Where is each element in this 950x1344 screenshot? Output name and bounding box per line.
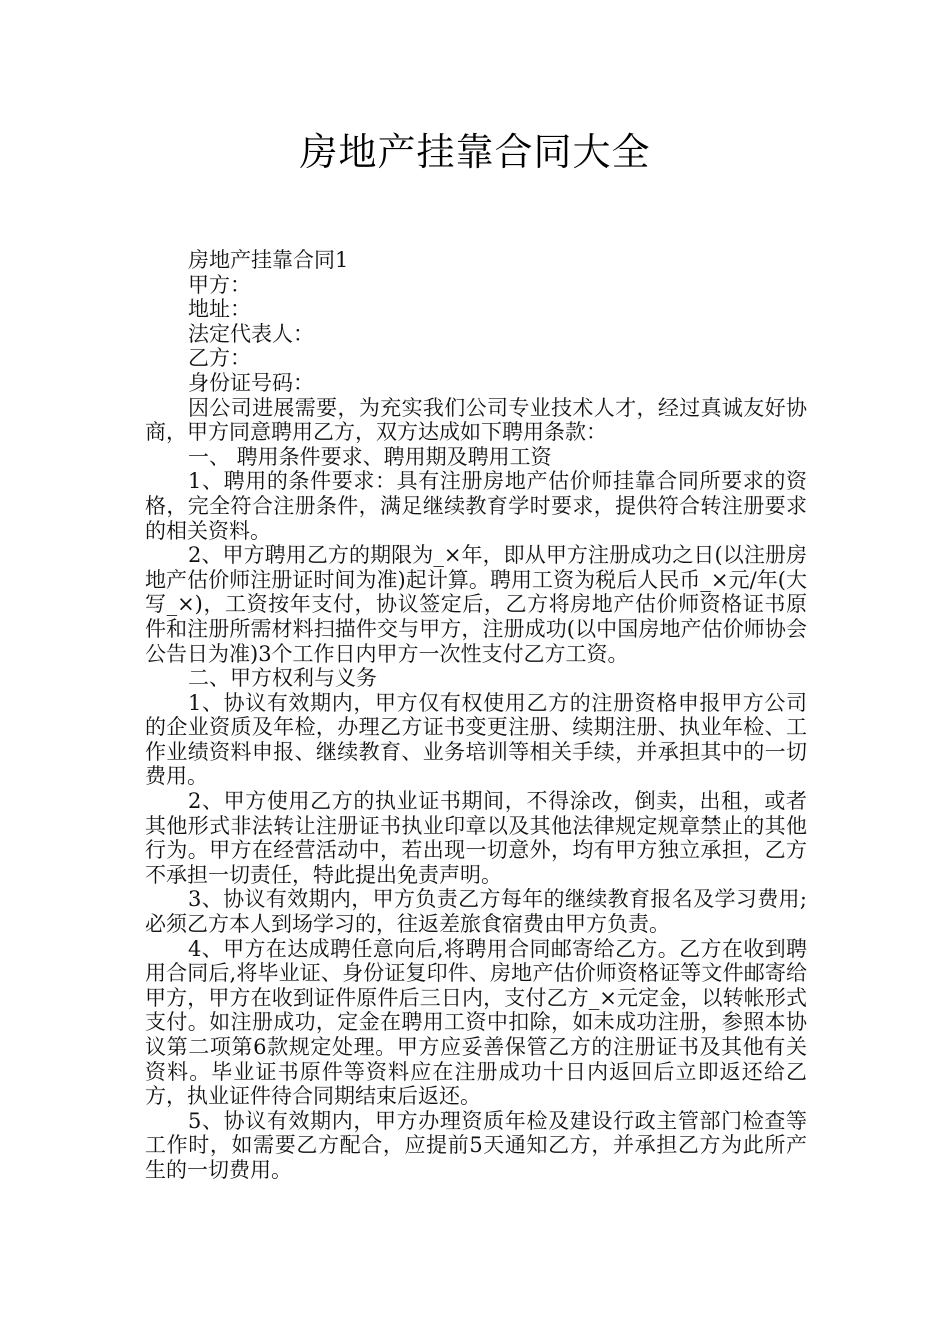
paragraph-clause: 1、聘用的条件要求：具有注册房地产估价师挂靠合同所要求的资格，完全符合注册条件，满足继续教育学时要求，提供符合转注册要求的相关资料。 bbox=[145, 469, 807, 543]
paragraph-clause: 1、协议有效期内，甲方仅有权使用乙方的注册资格申报甲方公司的企业资质及年检，办理乙方证书变更注册、续期注册、执业年检、工作业绩资料申报、继续教育、业务培训等相关手续，并承担其中的一切费用。 bbox=[145, 690, 807, 789]
paragraph-clause: 2、甲方使用乙方的执业证书期间，不得涂改，倒卖，出租，或者其他形式非法转让注册证书执业印章以及其他法律规定规章禁止的其他行为。甲方在经营活动中，若出现一切意外，均有甲方独立承担，乙方不承担一切责任，特此提出免责声明。 bbox=[145, 789, 807, 887]
document-title: 房地产挂靠合同大全 bbox=[299, 130, 651, 174]
paragraph-preamble: 因公司进展需要，为充实我们公司专业技术人才，经过真诚友好协商，甲方同意聘用乙方，双方达成如下聘用条款： bbox=[145, 395, 807, 445]
paragraph-clause: 2、甲方聘用乙方的期限为_×年，即从甲方注册成功之日(以注册房地产估价师注册证时间为准)起计算。聘用工资为税后人民币_×元/年(大写_×)，工资按年支付，协议签定后，乙方将房地产估价师资格证书原件和注册所需材料扫描件交与甲方，注册成功(以中国房地产估价师协会公告日为准)3个工作日内甲方一次性支付乙方工资。 bbox=[145, 543, 807, 666]
document-body bbox=[145, 248, 807, 1183]
section-heading-1: 一、 聘用条件要求、聘用期及聘用工资 bbox=[188, 444, 552, 469]
paragraph-id-number: 身份证号码： bbox=[188, 370, 314, 395]
section-heading-2: 二、甲方权利与义务 bbox=[188, 666, 377, 691]
paragraph-party-b: 乙方： bbox=[188, 346, 251, 371]
paragraph-party-a: 甲方： bbox=[188, 272, 251, 297]
paragraph-address: 地址： bbox=[188, 297, 251, 322]
paragraph-contract-heading: 房地产挂靠合同1 bbox=[188, 248, 349, 272]
paragraph-legal-representative: 法定代表人： bbox=[188, 321, 314, 346]
paragraph-clause: 5、协议有效期内，甲方办理资质年检及建设行政主管部门检查等工作时，如需要乙方配合，应提前5天通知乙方，并承担乙方为此所产生的一切费用。 bbox=[145, 1108, 807, 1182]
paragraph-clause: 3、协议有效期内，甲方负责乙方每年的继续教育报名及学习费用;必须乙方本人到场学习的，往返差旅食宿费由甲方负责。 bbox=[145, 887, 807, 937]
paragraph-clause: 4、甲方在达成聘任意向后,将聘用合同邮寄给乙方。乙方在收到聘用合同后,将毕业证、身份证复印件、房地产估价师资格证等文件邮寄给甲方，甲方在收到证件原件后三日内，支付乙方_×元定金，以转帐形式支付。如注册成功，定金在聘用工资中扣除，如未成功注册，参照本协议第二项第6款规定处理。甲方应妥善保管乙方的注册证书及其他有关资料。毕业证书原件等资料应在注册成功十日内返回后立即返还给乙方，执业证件待合同期结束后返还。 bbox=[145, 936, 807, 1109]
